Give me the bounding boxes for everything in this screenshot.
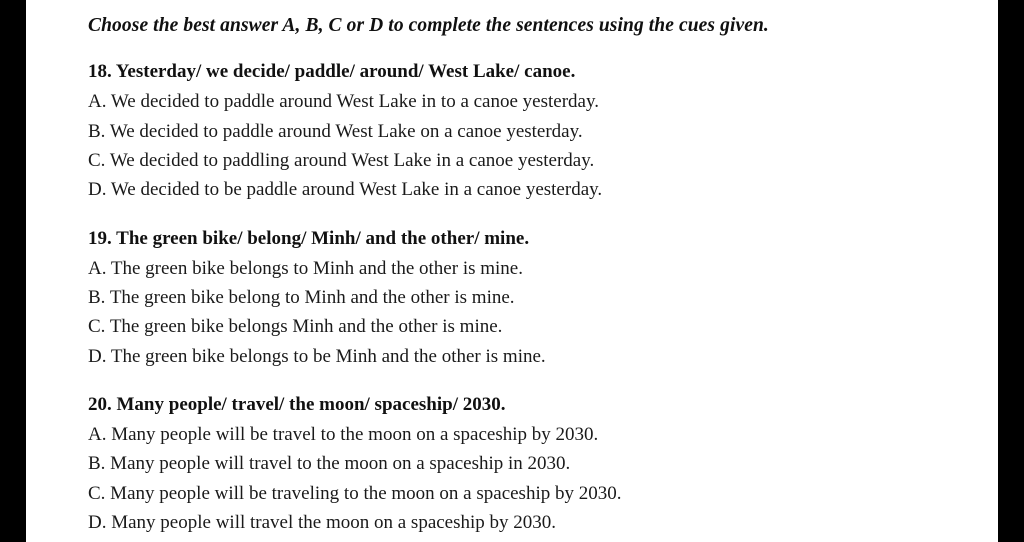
question-option: A. Many people will be travel to the moon on a spaceship by 2030.: [88, 423, 599, 445]
question-prompt: 20. Many people/ travel/ the moon/ spaceship/ 2030.: [88, 394, 506, 416]
document-content: [26, 0, 998, 538]
question-option: C. Many people will be traveling to the moon on a spaceship by 2030.: [88, 482, 622, 504]
question-prompt: 19. The green bike/ belong/ Minh/ and the other/ mine.: [88, 227, 530, 249]
question-prompt: 18. Yesterday/ we decide/ paddle/ around/ West Lake/ canoe.: [88, 61, 576, 83]
question-option: B. The green bike belong to Minh and the other is mine.: [88, 286, 515, 308]
question-option: A. We decided to paddle around West Lake in to a canoe yesterday.: [88, 91, 599, 113]
question-option: D. We decided to be paddle around West Lake in a canoe yesterday.: [88, 179, 603, 201]
question-block: [88, 60, 958, 204]
question-option: B. We decided to paddle around West Lake on a canoe yesterday.: [88, 120, 583, 142]
instruction-line: Choose the best answer A, B, C or D to complete the sentences using the cues given.: [88, 15, 769, 36]
question-block: [88, 227, 958, 371]
question-block: [88, 393, 958, 537]
document-page: [26, 0, 998, 542]
question-option: C. The green bike belongs Minh and the other is mine.: [88, 316, 503, 338]
question-option: A. The green bike belongs to Minh and the other is mine.: [88, 257, 523, 279]
question-option: B. Many people will travel to the moon on a spaceship in 2030.: [88, 453, 571, 475]
question-option: C. We decided to paddling around West Lake in a canoe yesterday.: [88, 149, 595, 171]
question-option: D. Many people will travel the moon on a spaceship by 2030.: [88, 512, 557, 534]
question-option: D. The green bike belongs to be Minh and the other is mine.: [88, 345, 546, 367]
